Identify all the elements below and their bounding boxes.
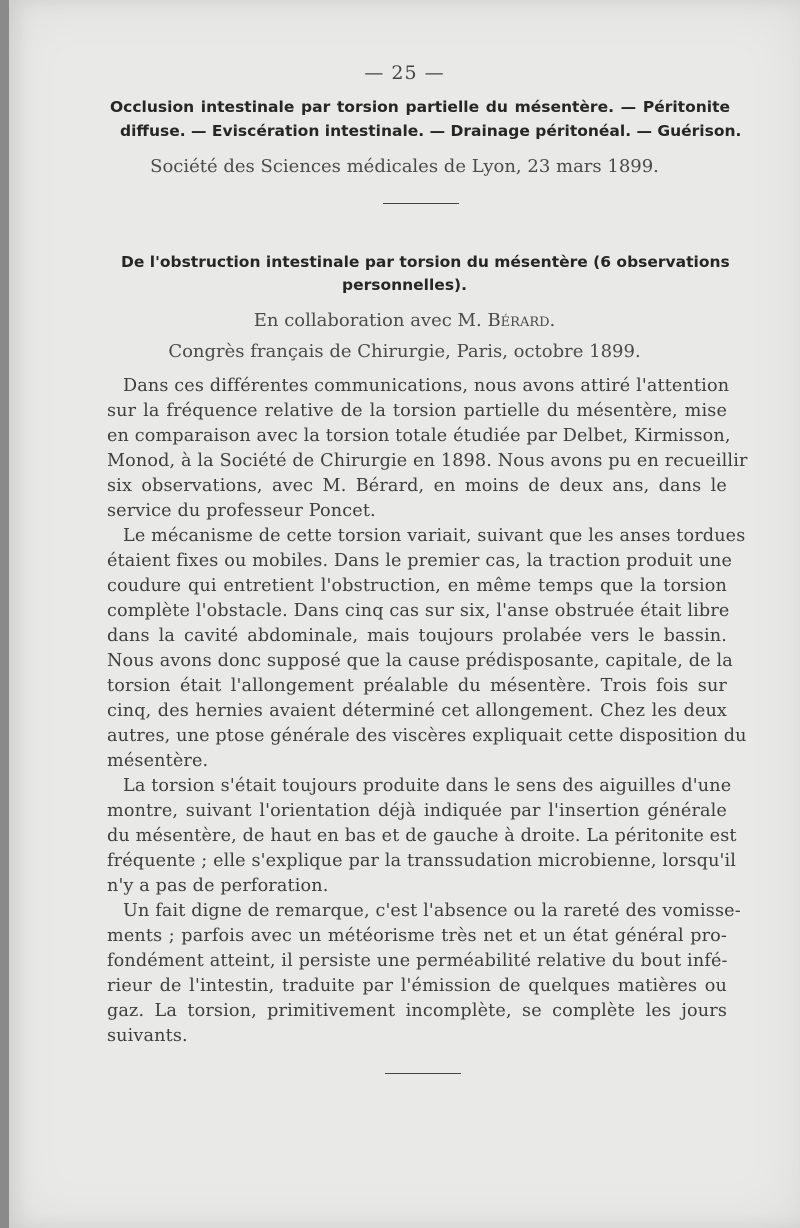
entry2-source: Congrès français de Chirurgie, Paris, octobre 1899. <box>168 341 641 362</box>
text-line: Un fait digne de remarque, c'est l'absence ou la rareté des vomisse- <box>123 901 741 921</box>
paragraph-1 <box>107 374 748 524</box>
page <box>9 0 800 1228</box>
text-line: coudure qui entretient l'obstruction, en même temps que la torsion <box>107 576 727 596</box>
text-line: rieur de l'intestin, traduite par l'émission de quelques matières ou <box>107 976 727 996</box>
text-line: Monod, à la Société de Chirurgie en 1898. Nous avons pu en recueillir <box>107 451 748 471</box>
text-line: torsion était l'allongement préalable du mésentère. Trois fois sur <box>107 676 727 696</box>
text-line: complète l'obstacle. Dans cinq cas sur six, l'anse obstruée était libre <box>107 601 730 621</box>
text-line: six observations, avec M. Bérard, en moins de deux ans, dans le <box>107 476 727 496</box>
text-line: dans la cavité abdominale, mais toujours prolabée vers le bassin. <box>107 626 727 646</box>
entry2-title-line1: De l'obstruction intestinale par torsion du mésentère (6 observations <box>121 253 730 271</box>
separator-rule-2 <box>385 1073 461 1074</box>
paragraph-2 <box>107 524 747 774</box>
paragraph-3 <box>107 774 737 899</box>
text-line: ments ; parfois avec un météorisme très net et un état général pro- <box>107 926 727 946</box>
paragraph-4 <box>107 899 741 1049</box>
text-line: cinq, des hernies avaient déterminé cet allongement. Chez les deux <box>107 701 727 721</box>
text-line: en comparaison avec la torsion totale étudiée par Delbet, Kirmisson, <box>107 426 731 446</box>
collab-name: Bérard. <box>487 310 556 331</box>
text-line: autres, une ptose générale des viscères expliquait cette disposition du <box>107 726 747 746</box>
text-line: du mésentère, de haut en bas et de gauche à droite. La péritonite est <box>107 826 737 846</box>
text-line: Nous avons donc supposé que la cause prédisposante, capitale, de la <box>107 651 733 671</box>
text-line: Dans ces différentes communications, nous avons attiré l'attention <box>123 376 730 396</box>
entry1-title-line1: Occlusion intestinale par torsion partielle du mésentère. — Péritonite <box>110 98 730 116</box>
entry2-title-line2: personnelles). <box>341 276 468 294</box>
text-line: étaient fixes ou mobiles. Dans le premier cas, la traction produit une <box>107 551 733 571</box>
entry2-collaboration <box>9 310 800 331</box>
text-line: suivants. <box>107 1026 188 1046</box>
text-line: fréquente ; elle s'explique par la transsudation microbienne, lorsqu'il <box>107 851 737 871</box>
entry1-title-line2: diffuse. — Eviscération intestinale. — Drainage péritonéal. — Guérison. <box>120 122 742 140</box>
separator-rule-1 <box>383 203 459 204</box>
text-line: n'y a pas de perforation. <box>107 876 329 896</box>
text-line: Le mécanisme de cette torsion variait, suivant que les anses tordues <box>123 526 746 546</box>
text-line: montre, suivant l'orientation déjà indiquée par l'insertion générale <box>107 801 727 821</box>
text-line: fondément atteint, il persiste une perméabilité relative du bout infé- <box>107 951 728 971</box>
collab-prefix: En collaboration avec M. <box>253 310 482 331</box>
text-line: sur la fréquence relative de la torsion partielle du mésentère, mise <box>107 401 727 421</box>
text-line: mésentère. <box>107 751 209 771</box>
text-line: La torsion s'était toujours produite dans le sens des aiguilles d'une <box>123 776 732 796</box>
text-line: gaz. La torsion, primitivement incomplète, se complète les jours <box>107 1001 727 1021</box>
text-line: service du professeur Poncet. <box>107 501 376 521</box>
entry1-source: Société des Sciences médicales de Lyon, 23 mars 1899. <box>150 156 659 177</box>
page-number: — 25 — <box>364 62 445 84</box>
